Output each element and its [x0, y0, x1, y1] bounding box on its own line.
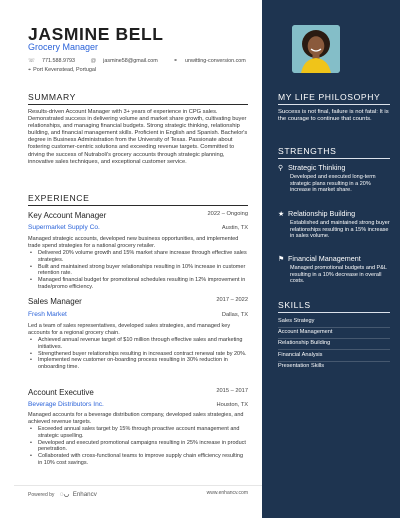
skill-item: Account Management — [278, 329, 333, 335]
job-dates: 2017 – 2022 — [216, 297, 248, 303]
strengths-heading: STRENGTHS — [278, 146, 337, 156]
strength-name: Financial Management — [288, 254, 361, 263]
enhancv-logo-icon: ◌◡ — [59, 491, 70, 498]
job-bullet: • Strengthened buyer relationships resulting in increased contract renewal rate by 20%. — [30, 351, 248, 358]
skill-underline — [278, 327, 390, 328]
job-bullet: • Managed financial budget for promotional schedules resulting in 12% improvement in trade/promo efficiency. — [30, 277, 248, 291]
candidate-role: Grocery Manager — [28, 42, 99, 52]
skill-item: Financial Analysis — [278, 352, 323, 358]
job-description: Managed accounts for a beverage distribution company, developed sales strategies, and achieved revenue targets. — [28, 412, 244, 425]
website-text[interactable]: unwitting-conversion.com — [184, 58, 246, 64]
job-location: Houston, TX — [216, 402, 248, 408]
job-bullets — [30, 337, 248, 371]
skill-underline — [278, 349, 390, 350]
philosophy-text: Success is not final, failure is not fatal: It is the courage to continue that counts. — [278, 109, 389, 123]
job-company: Supermarket Supply Co. — [28, 224, 100, 231]
avatar — [292, 25, 340, 73]
resume-sidebar — [262, 0, 400, 518]
skill-underline — [278, 361, 390, 362]
powered-by-label: Powered by — [28, 492, 55, 498]
brand-name[interactable]: Enhancv — [72, 491, 97, 498]
email-text[interactable]: jasmine58@gmail.com — [103, 58, 158, 64]
location-row — [28, 67, 96, 74]
summary-text: Results-driven Account Manager with 3+ years of experience in CPG sales. Demonstrated success in delivering volume and market share growth, cultivating buyer relationships, and managing financial budgets. Strong strategic thinking, relationship building, and financial management skills. Proficient in English and Spanish. Bachelor's degree in Business Administration from the University of Texas. Passionate about fostering customer-centric solutions and exceeding revenue targets. Committed to driving the success of Nutraboli's grocery accounts through strategic planning, innovative sales techniques, and exceptional customer service. — [28, 109, 248, 165]
footer-divider — [14, 485, 262, 486]
contact-row — [28, 58, 260, 64]
skill-item: Sales Strategy — [278, 318, 315, 324]
strength-title — [278, 163, 345, 172]
location-text: Port Kevenstead, Portugal — [33, 67, 97, 73]
phone-item — [28, 58, 82, 64]
job-bullet: • Built and maintained strong buyer relationships resulting in 10% increase in customer retention rate. — [30, 264, 248, 278]
phone-icon: ☏ — [28, 58, 35, 64]
strength-name: Relationship Building — [288, 209, 356, 218]
candidate-name: JASMINE BELL — [28, 24, 164, 44]
flag-icon: ⚑ — [278, 254, 285, 263]
footer-website[interactable]: www.enhancv.com — [206, 490, 248, 496]
phone-text: 771.588.9793 — [42, 58, 75, 64]
job-description: Managed strategic accounts, developed new business opportunities, and implemented trade spend strategies for a national grocery retailer. — [28, 236, 239, 249]
skill-underline — [278, 338, 390, 339]
skills-divider — [278, 312, 390, 313]
job-title: Sales Manager — [28, 297, 82, 306]
experience-heading: EXPERIENCE — [28, 193, 90, 203]
email-icon: @ — [90, 58, 97, 64]
job-bullets — [30, 250, 248, 291]
experience-divider — [28, 205, 248, 206]
job-bullet: • Developed and executed promotional campaigns resulting in 25% increase in product penetration. — [30, 440, 248, 454]
strength-title — [278, 254, 361, 263]
summary-heading: SUMMARY — [28, 92, 76, 102]
strengths-divider — [278, 158, 390, 159]
job-bullet: • Achieved annual revenue target of $10 million through effective sales and marketing initiatives. — [30, 337, 248, 351]
job-company: Beverage Distributors Inc. — [28, 401, 104, 408]
philosophy-heading: MY LIFE PHILOSOPHY — [278, 92, 381, 102]
job-bullet: • Implemented new customer on-boarding process resulting in 30% reduction in onboarding time. — [30, 357, 248, 371]
skill-item: Relationship Building — [278, 340, 331, 346]
job-bullet: • Delivered 20% volume growth and 15% market share increase through effective sales strategies. — [30, 250, 248, 264]
strength-description: Developed and executed long-term strategic plans resulting in a 20% increase in market share. — [290, 174, 376, 194]
job-description: Led a team of sales representatives, developed sales strategies, and managed key accounts for a regional grocery chain. — [28, 323, 231, 336]
powered-by[interactable] — [28, 490, 97, 498]
summary-divider — [28, 104, 248, 105]
job-bullet: • Collaborated with cross-functional teams to improve supply chain efficiency resulting in 10% cost savings. — [30, 453, 248, 467]
skill-item: Presentation Skills — [278, 363, 325, 369]
job-title: Account Executive — [28, 388, 94, 397]
job-company: Fresh Market — [28, 311, 67, 318]
email-item[interactable] — [90, 58, 164, 64]
strength-name: Strategic Thinking — [288, 163, 346, 172]
strength-description: Managed promotional budgets and P&L resulting in a 10% decrease in overall costs. — [290, 265, 387, 285]
lightbulb-icon: ⚲ — [278, 163, 284, 172]
website-item[interactable] — [173, 58, 253, 64]
strength-title — [278, 209, 355, 218]
star-icon: ★ — [278, 209, 285, 218]
philosophy-divider — [278, 104, 390, 105]
link-icon: ⚭ — [173, 58, 178, 64]
strength-description: Established and maintained strong buyer relationships resulting in a 15% increase in sales volume. — [290, 220, 390, 240]
job-bullet: • Exceeded annual sales target by 15% through proactive account management and strategic upselling. — [30, 426, 248, 440]
job-dates: 2022 – Ongoing — [207, 211, 248, 217]
job-bullets — [30, 426, 248, 467]
avatar-portrait-icon — [292, 25, 340, 73]
job-location: Dallas, TX — [221, 312, 248, 318]
job-title: Key Account Manager — [28, 211, 107, 220]
skills-heading: SKILLS — [278, 300, 311, 310]
job-location: Austin, TX — [221, 225, 248, 231]
job-dates: 2015 – 2017 — [216, 388, 248, 394]
location-pin-icon: ⌖ — [28, 67, 32, 73]
